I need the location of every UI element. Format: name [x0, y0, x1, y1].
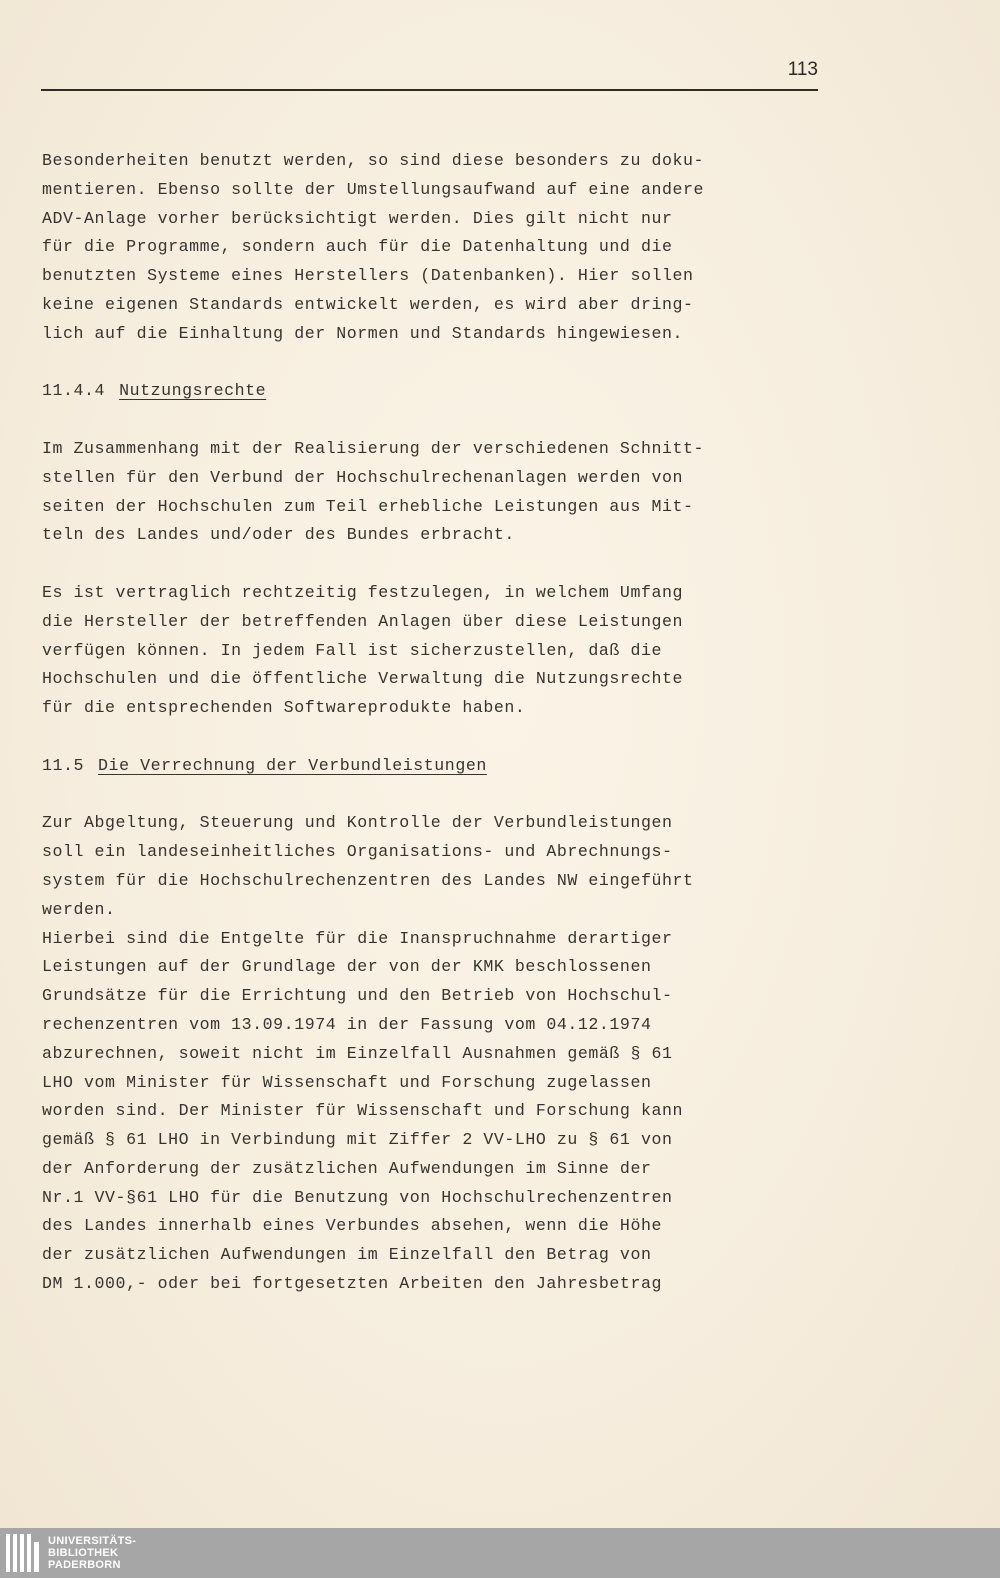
logo-line: UNIVERSITÄTS- [48, 1535, 137, 1547]
text-line: Leistungen auf der Grundlage der von der KMK beschlossenen [42, 957, 652, 977]
text-line: des Landes innerhalb eines Verbundes absehen, wenn die Höhe [42, 1216, 662, 1236]
text-line: der zusätzlichen Aufwendungen im Einzelfall den Betrag von [42, 1245, 652, 1265]
section-heading-11-5 [42, 752, 782, 781]
section-number: 11.4.4 [42, 381, 106, 401]
section-number: 11.5 [42, 755, 85, 775]
text-line: ADV-Anlage vorher berücksichtigt werden. Dies gilt nicht nur [42, 208, 673, 228]
text-line: Hierbei sind die Entgelte für die Inanspruchnahme derartiger [42, 928, 673, 948]
text-line: Grundsätze für die Errichtung und den Betrieb von Hochschul- [42, 986, 673, 1006]
section-title: Die Verrechnung der Verbundleistungen [98, 755, 487, 775]
text-line: soll ein landeseinheitliches Organisations- und Abrechnungs- [42, 842, 673, 862]
text-line: mentieren. Ebenso sollte der Umstellungsaufwand auf eine andere [42, 179, 704, 199]
text-line: teln des Landes und/oder des Bundes erbracht. [42, 525, 515, 545]
logo-bars-icon [6, 1534, 42, 1572]
text-line: Nr.1 VV-§61 LHO für die Benutzung von Hochschulrechenzentren [42, 1187, 673, 1207]
text-line: DM 1.000,- oder bei fortgesetzten Arbeiten den Jahresbetrag [42, 1274, 662, 1294]
paragraph-2 [42, 435, 782, 550]
text-line: Hochschulen und die öffentliche Verwaltung die Nutzungsrechte [42, 669, 683, 689]
page-number: 113 [787, 59, 818, 80]
text-line: der Anforderung der zusätzlichen Aufwendungen im Sinne der [42, 1158, 652, 1178]
logo-line: PADERBORN [48, 1559, 121, 1571]
section-heading-11-4-4 [42, 377, 782, 406]
text-line: für die entsprechenden Softwareprodukte haben. [42, 698, 526, 718]
text-line: worden sind. Der Minister für Wissenschaft und Forschung kann [42, 1101, 683, 1121]
text-line: lich auf die Einhaltung der Normen und Standards hingewiesen. [42, 323, 683, 343]
logo-text [48, 1535, 136, 1571]
text-line: stellen für den Verbund der Hochschulrechenanlagen werden von [42, 467, 683, 487]
text-line: verfügen können. In jedem Fall ist sicherzustellen, daß die [42, 640, 662, 660]
paragraph-4 [42, 809, 782, 1299]
text-line: seiten der Hochschulen zum Teil erhebliche Leistungen aus Mit- [42, 496, 694, 516]
text-line: für die Programme, sondern auch für die Datenhaltung und die [42, 237, 673, 257]
text-line: system für die Hochschulrechenzentren des Landes NW eingeführt [42, 870, 694, 890]
text-line: abzurechnen, soweit nicht im Einzelfall Ausnahmen gemäß § 61 [42, 1043, 673, 1063]
body-text [42, 147, 782, 1299]
university-library-logo [6, 1534, 136, 1572]
text-line: keine eigenen Standards entwickelt werden, es wird aber dring- [42, 294, 694, 314]
logo-line: BIBLIOTHEK [48, 1547, 119, 1559]
text-line: die Hersteller der betreffenden Anlagen über diese Leistungen [42, 611, 683, 631]
header-rule [41, 89, 818, 91]
text-line: Im Zusammenhang mit der Realisierung der verschiedenen Schnitt- [42, 438, 704, 458]
library-footer-bar [0, 1528, 1000, 1578]
paragraph-1 [42, 147, 782, 349]
text-line: LHO vom Minister für Wissenschaft und Forschung zugelassen [42, 1072, 652, 1092]
text-line: Zur Abgeltung, Steuerung und Kontrolle der Verbundleistungen [42, 813, 673, 833]
text-line: rechenzentren vom 13.09.1974 in der Fassung vom 04.12.1974 [42, 1014, 652, 1034]
text-line: gemäß § 61 LHO in Verbindung mit Ziffer 2 VV-LHO zu § 61 von [42, 1130, 673, 1150]
section-title: Nutzungsrechte [119, 381, 267, 401]
text-line: benutzten Systeme eines Herstellers (Datenbanken). Hier sollen [42, 266, 694, 286]
text-line: werden. [42, 899, 116, 919]
text-line: Besonderheiten benutzt werden, so sind diese besonders zu doku- [42, 151, 704, 170]
paragraph-3 [42, 579, 782, 723]
text-line: Es ist vertraglich rechtzeitig festzulegen, in welchem Umfang [42, 582, 683, 602]
